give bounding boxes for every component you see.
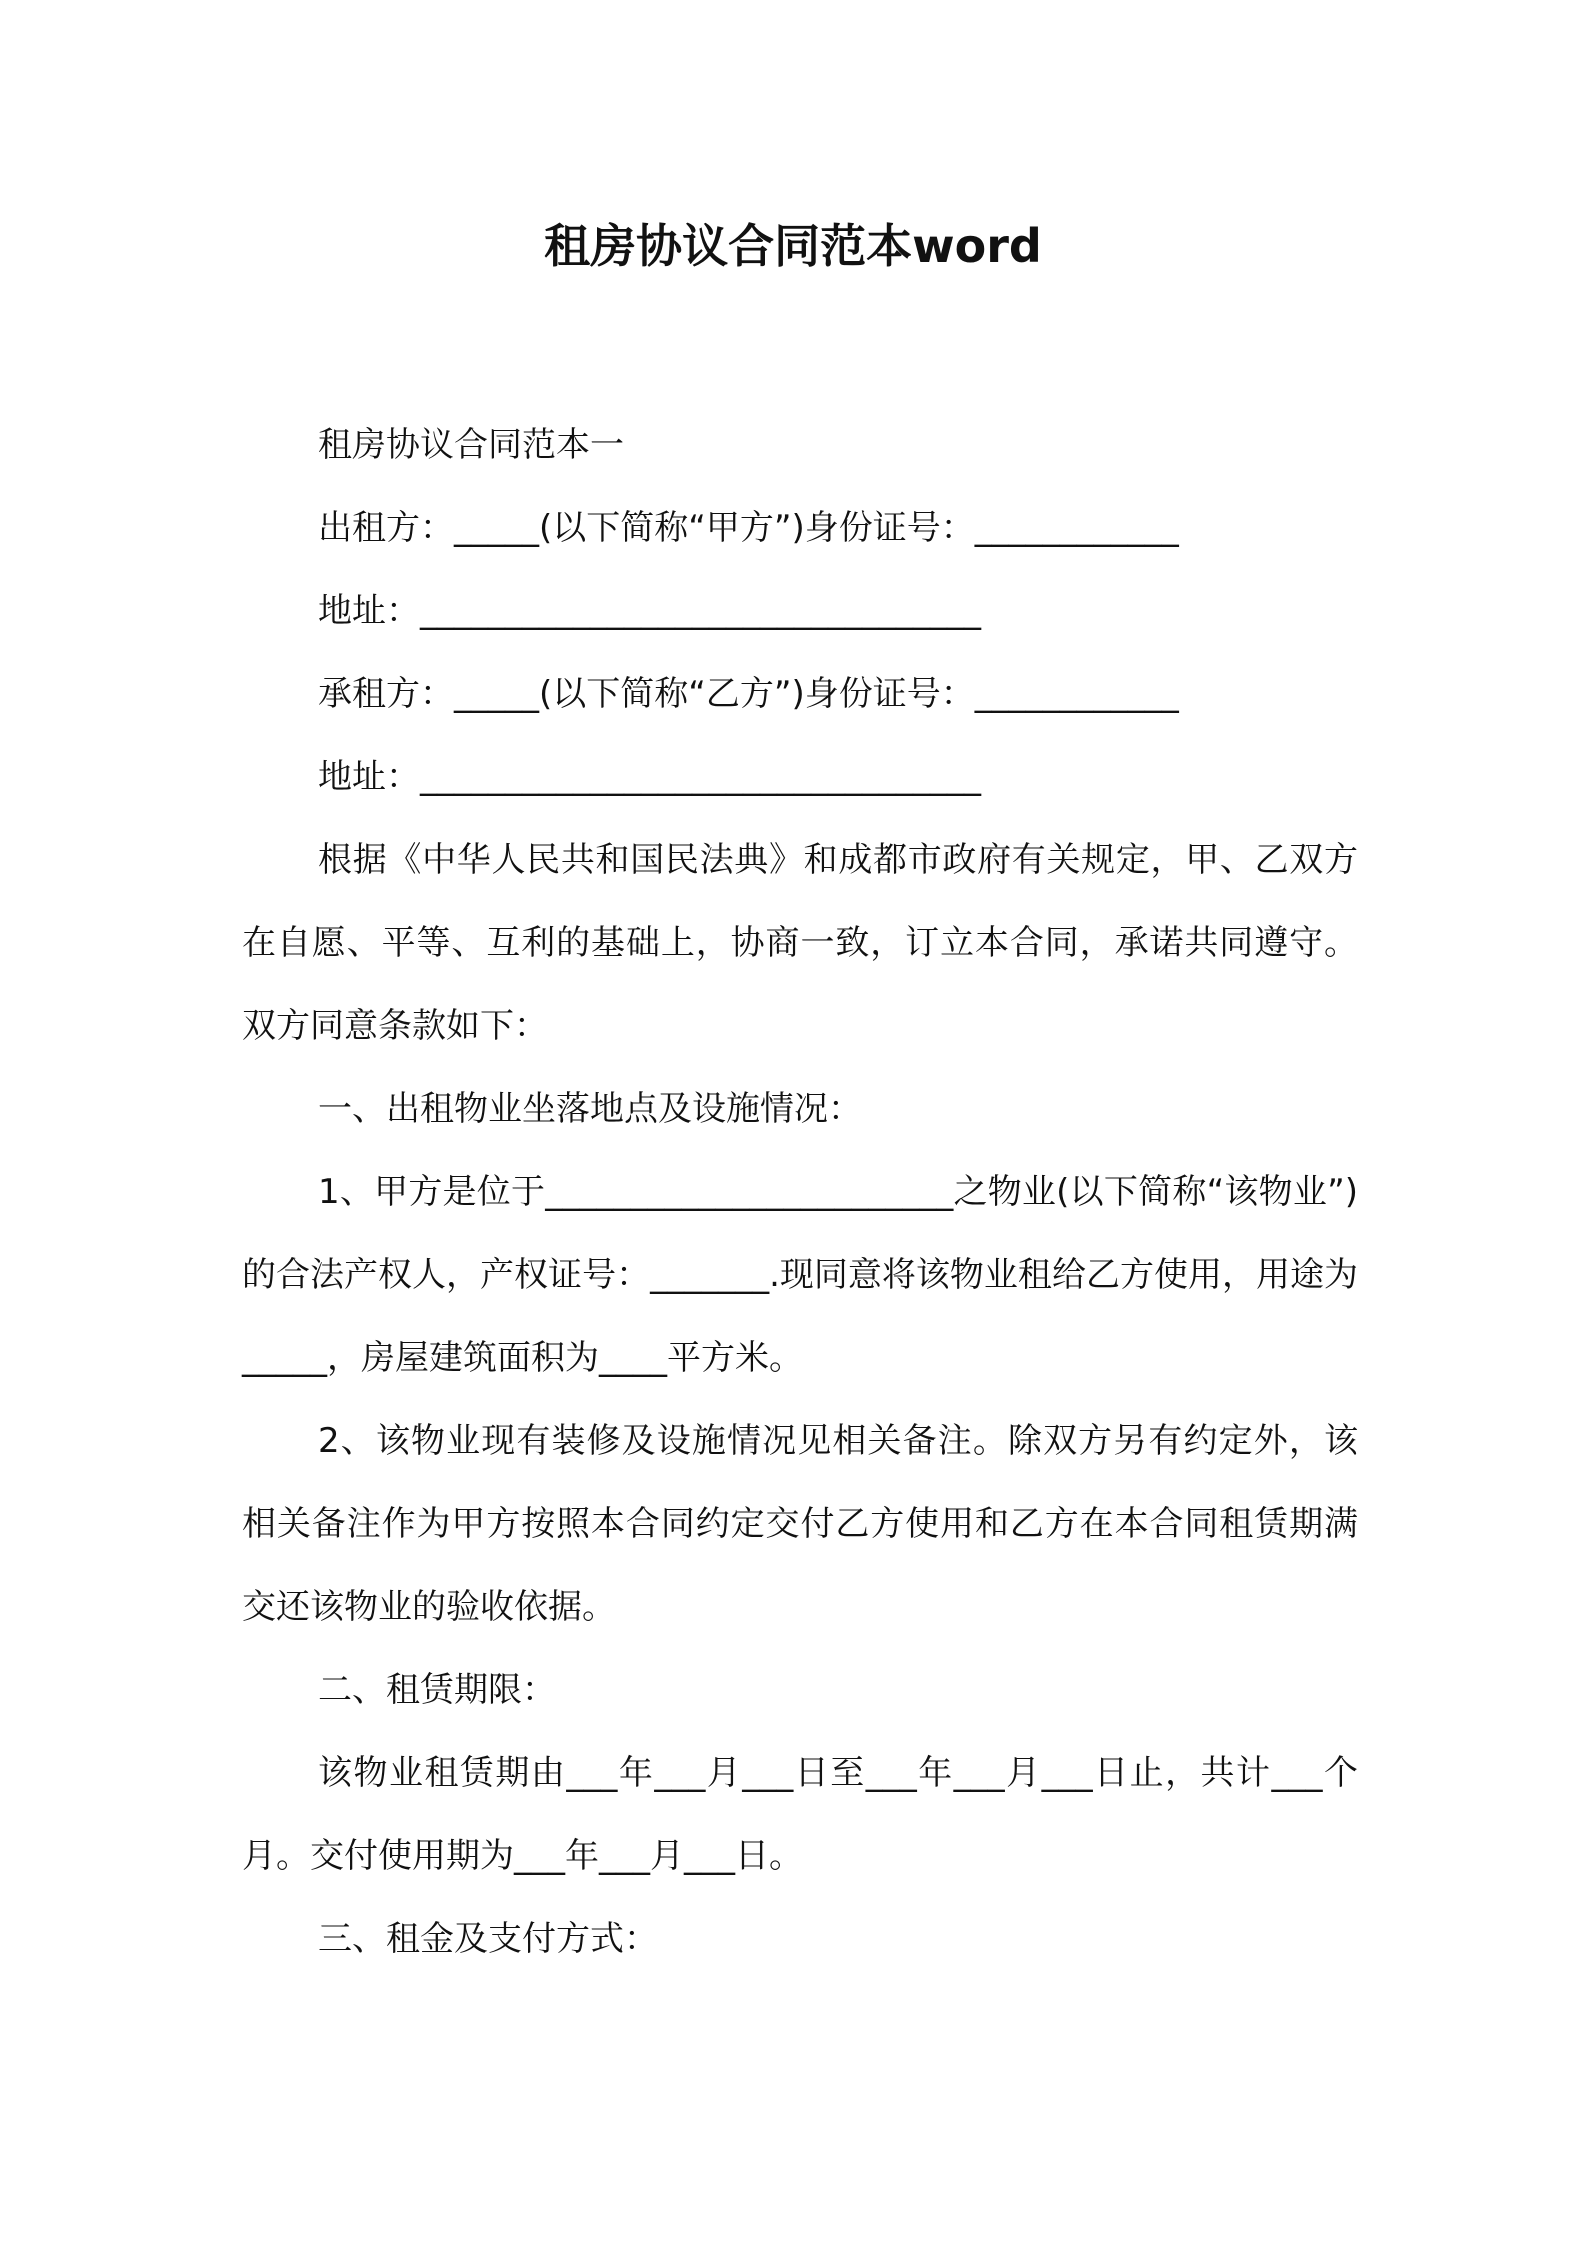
clause-1-1: 1、甲方是位于________________________之物业(以下简称“该物业”)的合法产权人，产权证号：_______.现同意将该物业租给乙方使用，用途为_____，房屋建筑面积为____平方米。 xyxy=(242,1172,1358,1378)
document-title: 租房协议合同范本word xyxy=(544,219,1042,273)
lessor-line: 出租方：_____(以下简称“甲方”)身份证号：____________ xyxy=(318,508,1179,548)
section-heading: 租房协议合同范本一 xyxy=(318,425,624,465)
lessee-line: 承租方：_____(以下简称“乙方”)身份证号：____________ xyxy=(318,674,1179,714)
lessee-address-line: 地址：_________________________________ xyxy=(318,757,981,797)
clause-1-2: 2、该物业现有装修及设施情况见相关备注。除双方另有约定外，该相关备注作为甲方按照本合同约定交付乙方使用和乙方在本合同租赁期满交还该物业的验收依据。 xyxy=(242,1421,1358,1627)
clause-heading-2: 二、租赁期限： xyxy=(318,1670,556,1710)
clause-heading-1: 一、出租物业坐落地点及设施情况： xyxy=(318,1089,862,1129)
document-body xyxy=(242,404,1358,1981)
clause-2-text: 该物业租赁期由___年___月___日至___年___月___日止，共计___个月。交付使用期为___年___月___日。 xyxy=(242,1753,1358,1876)
lessor-address-line: 地址：_________________________________ xyxy=(318,591,981,631)
clause-heading-3: 三、租金及支付方式： xyxy=(318,1919,658,1959)
intro-paragraph: 根据《中华人民共和国民法典》和成都市政府有关规定，甲、乙双方在自愿、平等、互利的基础上，协商一致，订立本合同，承诺共同遵守。双方同意条款如下： xyxy=(242,840,1358,1046)
